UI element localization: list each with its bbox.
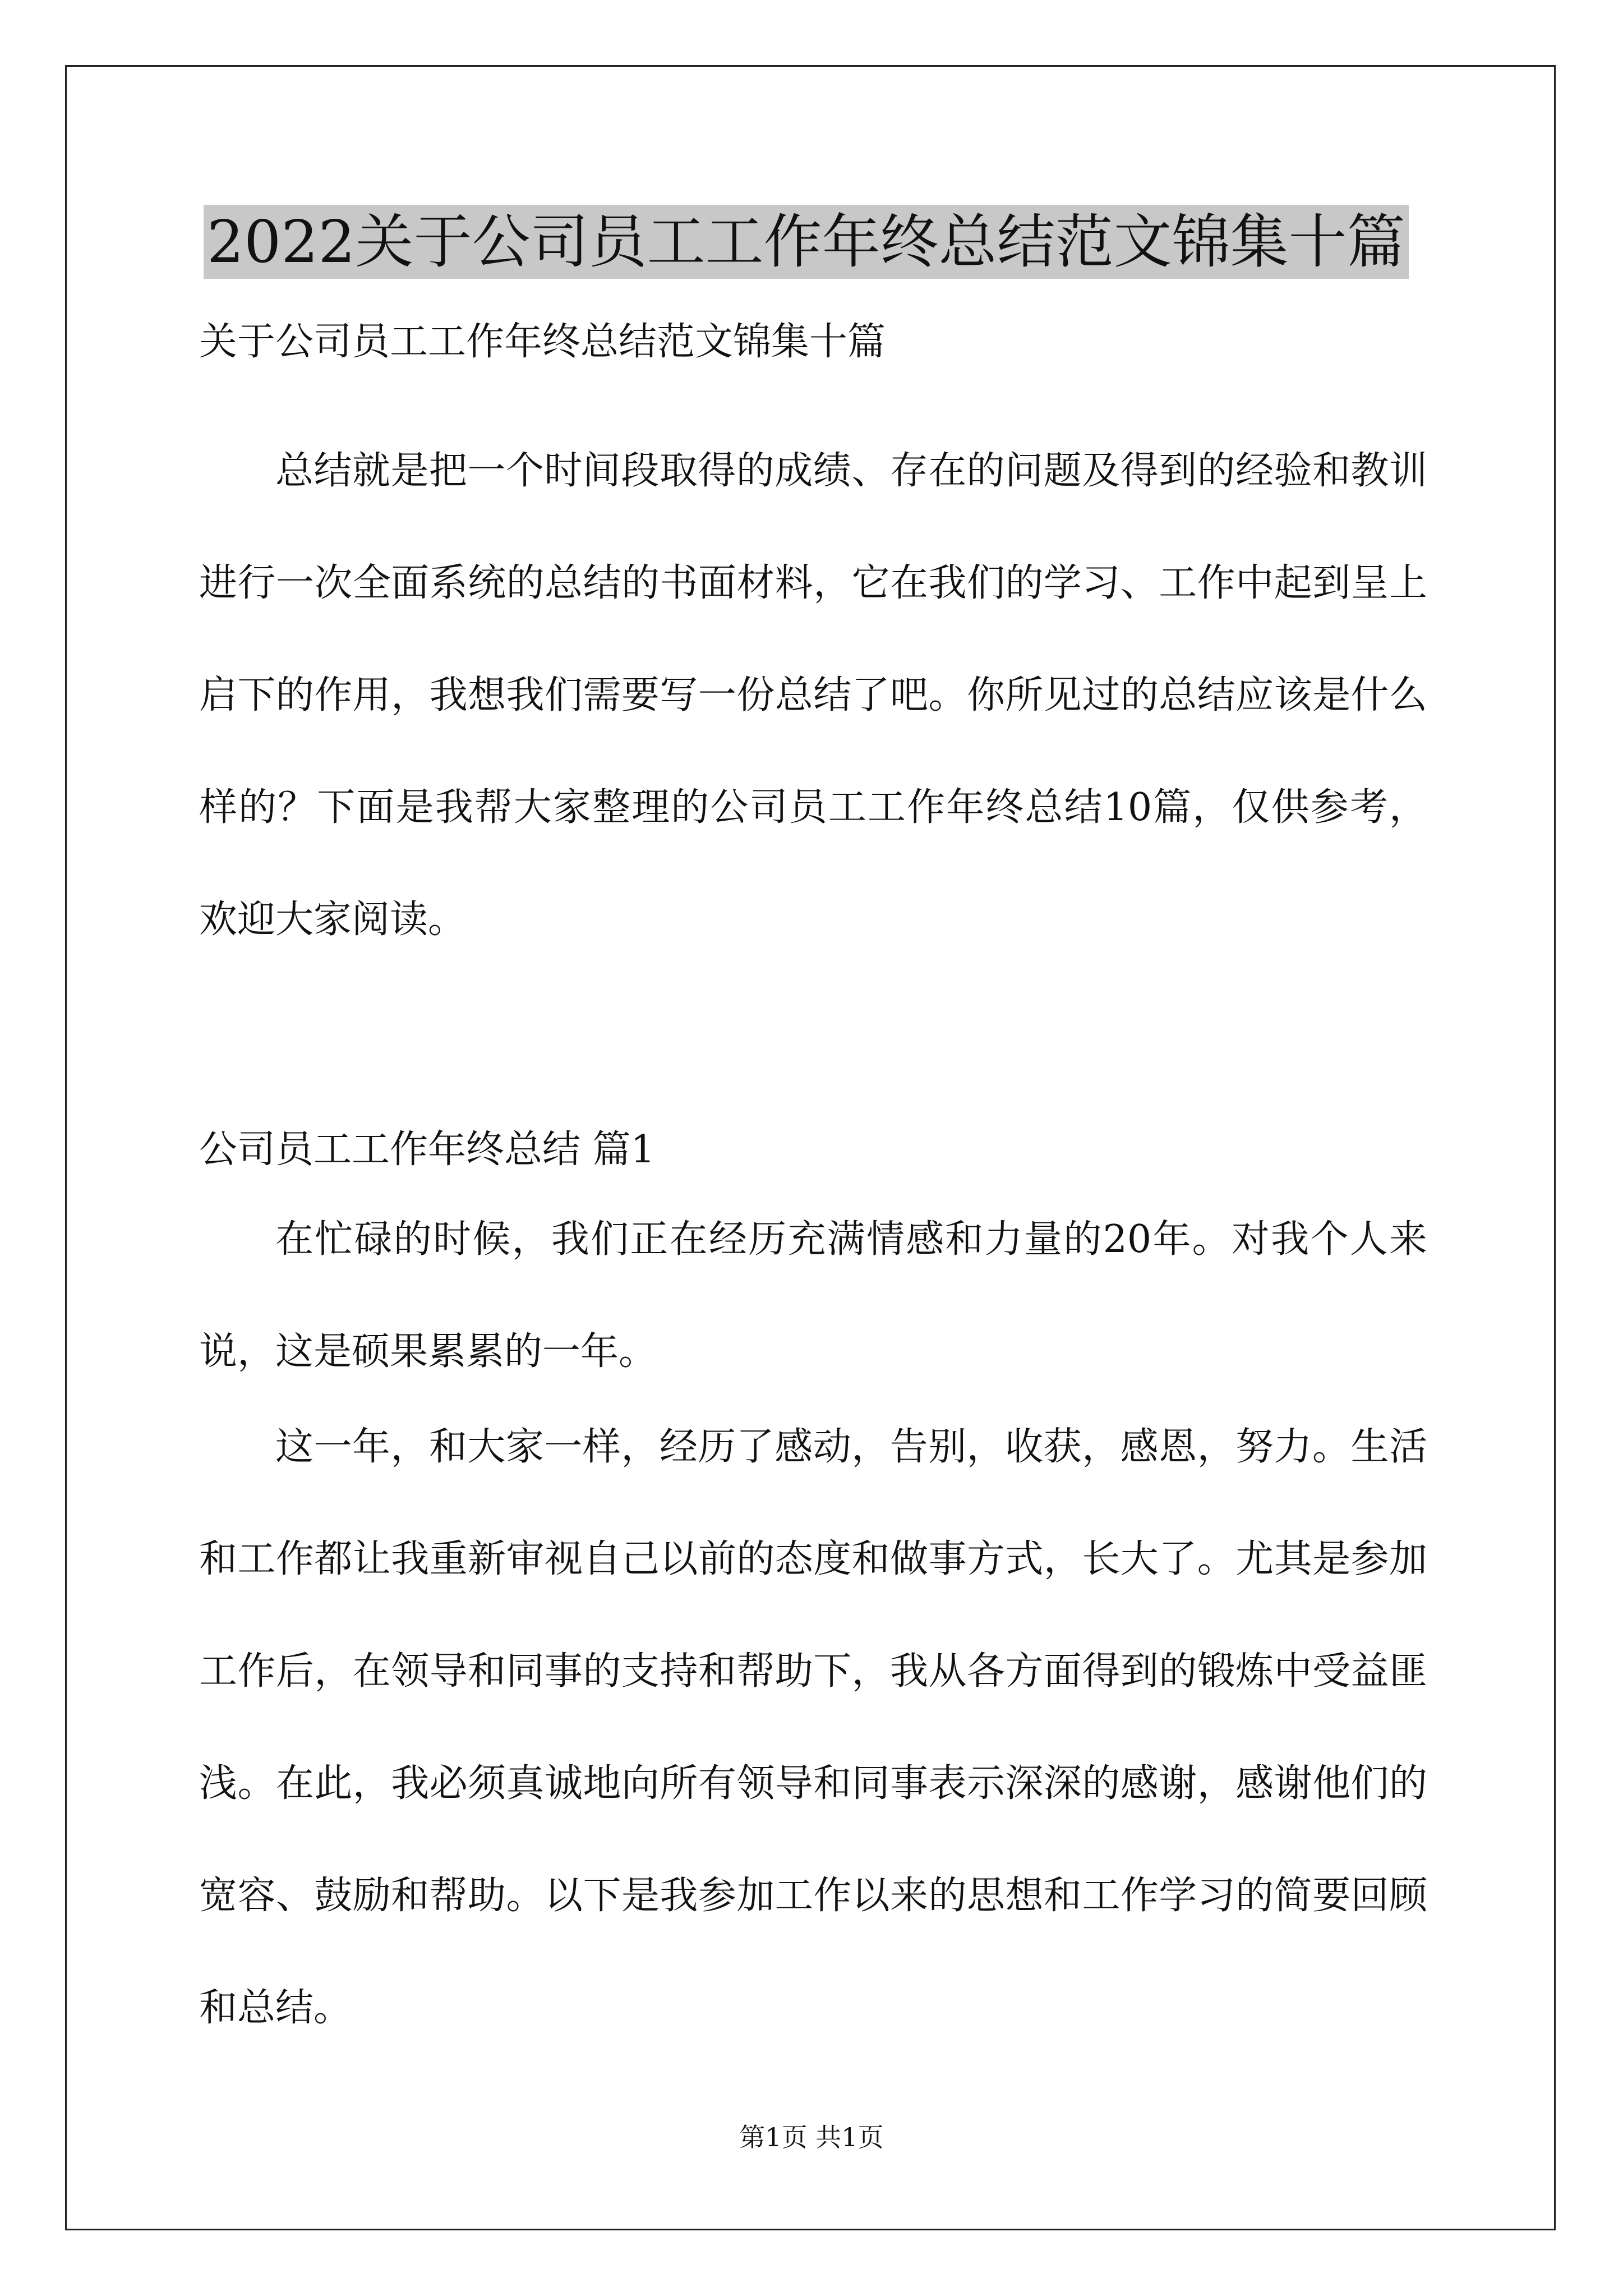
intro-paragraph: 总结就是把一个时间段取得的成绩、存在的问题及得到的经验和教训进行一次全面系统的总结的书面材料，它在我们的学习、工作中起到呈上启下的作用，我想我们需要写一份总结了吧。你所见过的总结应该是什么样的？下面是我帮大家整理的公司员工工作年终总结10篇，仅供参考，欢迎大家阅读。 xyxy=(199,449,1427,942)
section-heading: 公司员工工作年终总结 篇1 xyxy=(199,1128,655,1172)
page-number-footer: 第1页 共1页 xyxy=(739,2122,884,2152)
document-subtitle: 关于公司员工工作年终总结范文锦集十篇 xyxy=(199,320,886,364)
document-title: 2022关于公司员工工作年终总结范文锦集十篇 xyxy=(204,205,1409,279)
body-paragraph: 这一年，和大家一样，经历了感动，告别，收获，感恩，努力。生活和工作都让我重新审视自己以前的态度和做事方式，长大了。尤其是参加工作后，在领导和同事的支持和帮助下，我从各方面得到的锻炼中受益匪浅。在此，我必须真诚地向所有领导和同事表示深深的感谢，感谢他们的宽容、鼓励和帮助。以下是我参加工作以来的思想和工作学习的简要回顾和总结。 xyxy=(199,1425,1427,2030)
body-paragraph: 在忙碌的时候，我们正在经历充满情感和力量的20年。对我个人来说，这是硕果累累的一年。 xyxy=(199,1217,1427,1374)
